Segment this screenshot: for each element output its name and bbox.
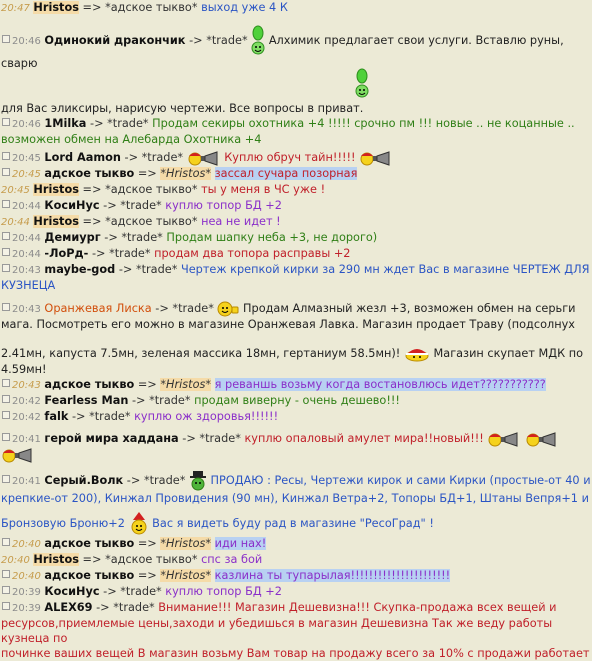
santa-smiley-icon — [404, 346, 430, 362]
timestamp: 20:47 — [1, 3, 30, 14]
message-icon[interactable] — [2, 35, 10, 43]
message-text-cont: крепкие-от 200), Кинжал Провидения (90 мн), Кинжал Ветра+2, Топоры БД+1, Штаны Вепря+1 и — [1, 492, 589, 505]
chat-message: 20:47 Hristos => *адское тыкво* выход уже 4 К — [1, 1, 288, 14]
message-text-cont: 2.41мн, капуста 7.5мн, зеленая массика 18мн, гертаниум 58.5мн)! — [1, 347, 401, 360]
message-icon[interactable] — [2, 152, 10, 160]
chat-message: 20:46 1Milka -> *trade* Продам секиры охотника +4 !!!!! срочно пм !!! новые .. не коцанные .. возможен обмен на Алебарда Охотника +4 — [1, 116, 592, 147]
target[interactable]: *trade* — [199, 432, 241, 445]
target[interactable]: *адское тыкво* — [105, 1, 198, 14]
nick[interactable]: Hristos — [33, 183, 79, 196]
chat-message: 20:44 КосиНус -> *trade* куплю топор БД +2 — [1, 198, 592, 214]
chat-message: 20:45 Hristos => *адское тыкво* ты у меня в ЧС уже ! — [1, 183, 326, 196]
message-icon[interactable] — [2, 118, 10, 126]
message-text-cont: 4.59мн! — [1, 363, 47, 376]
nick[interactable]: maybe-god — [44, 263, 116, 276]
message-icon[interactable] — [2, 200, 10, 208]
message-text: куплю топор БД +2 — [165, 585, 282, 598]
nick[interactable]: адское тыкво — [44, 378, 135, 391]
nick[interactable]: адское тыкво — [44, 537, 135, 550]
message-icon[interactable] — [2, 433, 10, 441]
message-text-cont: Бронзовую Броню+2 — [1, 517, 125, 530]
nick[interactable]: Hristos — [33, 553, 79, 566]
chat-message: 20:43 maybe-god -> *trade* Чертеж крепкой кирки за 290 мн ждет Вас в магазине ЧЕРТЕЖ ДЛЯ КУЗНЕЦА — [1, 262, 592, 293]
message-text: продам виверну - очень дешево!!! — [194, 394, 400, 407]
chat-message: 20:39 ALEX69 -> *trade* Внимание!!! Магазин Дешевизна!!! Скупка-продажа всех вещей и ресурсов,приемлемые цены,заходи и убедишься в магазин Дешевизна Так же веду работы кузнеца по починке ваших вещей В магазин возьму Вам товар на продажу всего за 10% с продажи работает — [1, 600, 592, 661]
target[interactable]: *адское тыкво* — [105, 183, 198, 196]
nick[interactable]: адское тыкво — [44, 167, 135, 180]
message-icon[interactable] — [2, 586, 10, 594]
alchemist-smiley-icon — [355, 69, 369, 99]
message-text: Внимание!!! Магазин Дешевизна!!! Скупка-продажа всех вещей и — [158, 601, 557, 614]
target[interactable]: *trade* — [107, 117, 149, 130]
message-icon[interactable] — [2, 411, 10, 419]
message-icon[interactable] — [2, 264, 10, 272]
target[interactable]: *trade* — [143, 474, 186, 487]
message-text: неа не идет ! — [201, 215, 281, 228]
message-text: Куплю обруч тайн!!!!! — [224, 151, 356, 164]
target[interactable]: *trade* — [121, 231, 163, 244]
chat-message: 20:45 Lord Aamon -> *trade* Куплю обруч тайн!!!!! — [1, 150, 592, 166]
timestamp: 20:46 — [12, 36, 41, 47]
target[interactable]: *trade* — [206, 34, 248, 47]
megaphone-smiley-icon — [187, 150, 221, 166]
message-text-cont: починке ваших вещей В магазин возьму Вам товар на продажу всего за 10% с продажи работает — [1, 647, 590, 660]
nick[interactable]: Оранжевая Лиска — [44, 302, 152, 315]
nick[interactable]: герой мира хаддана — [44, 432, 179, 445]
message-text: Алхимик предлагает свои услуги. Вставлю руны, сварю — [1, 34, 564, 70]
chat-message: 20:42 Fearless Man -> *trade* продам виверну - очень дешево!!! — [1, 393, 592, 409]
message-text: ПРОДАЮ : Ресы, Чертежи кирок и сами Кирки (простые-от 40 и — [210, 474, 591, 487]
jester-smiley-icon — [129, 512, 149, 536]
nick[interactable]: адское тыкво — [44, 569, 135, 582]
chat-message: 20:40 Hristos => *адское тыкво* спс за бой — [1, 553, 263, 566]
chat-message: 20:43 адское тыкво => *Hristos* я реваншь возьму когда востановлюсь идет??????????? — [1, 377, 592, 393]
message-text-cont: для Вас эликсиры, нарисую чертежи. Все вопросы в приват. — [1, 102, 364, 115]
megaphone-smiley-icon — [1, 447, 35, 463]
target[interactable]: *trade* — [113, 601, 155, 614]
message-icon[interactable] — [2, 538, 10, 546]
message-text-cont: КУЗНЕЦА — [1, 279, 56, 292]
megaphone-smiley-icon — [487, 431, 521, 447]
message-text: выход уже 4 К — [201, 1, 288, 14]
chat-message: 20:40 адское тыкво => *Hristos* казлина ты тупарылая!!!!!!!!!!!!!!!!!!!!!! — [1, 568, 592, 584]
message-icon[interactable] — [2, 303, 10, 311]
message-text-cont: Вас я видеть буду рад в магазине "РесоГрад" ! — [152, 517, 434, 530]
message-text: Продам Алмазный жезл +3, возможен обмен на серьги — [243, 302, 576, 315]
chat-message: 20:44 Hristos => *адское тыкво* неа не идет ! — [1, 215, 281, 228]
target[interactable]: *trade* — [109, 247, 151, 260]
target[interactable]: *адское тыкво* — [105, 215, 198, 228]
message-text-cont: ресурсов,приемлемые цены,заходи и убедишься в магазин Дешевизна Так же веду работы кузнеца по — [1, 617, 553, 645]
chat-message: 20:44 -ЛоРд- -> *trade* продам два топора расправы +2 — [1, 246, 592, 262]
target[interactable]: *trade* — [135, 263, 178, 276]
target[interactable]: *trade* — [172, 302, 214, 315]
target[interactable]: *trade* — [149, 394, 191, 407]
message-text-cont: возможен обмен на Алебарда Охотника +4 — [1, 133, 262, 146]
nick[interactable]: ALEX69 — [44, 601, 93, 614]
chat-message: 20:40 адское тыкво => *Hristos* иди нах! — [1, 536, 592, 552]
message-text: Продам шапку неба +3, не дорого) — [166, 231, 378, 244]
message-text: ты у меня в ЧС уже ! — [201, 183, 326, 196]
target[interactable]: *trade* — [89, 410, 131, 423]
nick[interactable]: Одинокий дракончик — [44, 34, 186, 47]
megaphone-smiley-icon — [525, 431, 559, 447]
nick[interactable]: КосиНус — [44, 585, 100, 598]
message-text: иди нах! — [214, 537, 267, 550]
chat-message: 20:46 Одинокий дракончик -> *trade* Алхимик предлагает свои услуги. Вставлю руны, сварю для Вас эликсиры, нарисую чертежи. Все вопросы в приват. — [1, 26, 592, 116]
chat-message: 20:45 адское тыкво => *Hristos* зассал сучара позорная — [1, 166, 592, 182]
target[interactable]: *Hristos* — [160, 569, 212, 582]
message-icon[interactable] — [2, 602, 10, 610]
message-text: казлина ты тупарылая!!!!!!!!!!!!!!!!!!!!!! — [214, 569, 451, 582]
message-text-cont: мага. Посмотреть его можно в магазине Оранжевая Лавка. Магазин продает Траву (подсолнух — [1, 318, 575, 331]
nick[interactable]: КосиНус — [44, 199, 100, 212]
message-text: Чертеж крепкой кирки за 290 мн ждет Вас в магазине ЧЕРТЕЖ ДЛЯ — [180, 263, 590, 276]
message-text: куплю ож здоровья!!!!!! — [134, 410, 279, 423]
nick[interactable]: Lord Aamon — [44, 151, 121, 164]
message-text: Продам секиры охотника +4 !!!!! срочно пм !!! новые .. не коцанные .. — [152, 117, 575, 130]
target[interactable]: *адское тыкво* — [105, 553, 198, 566]
message-text: куплю опаловый амулет мира!!новый!!! — [244, 432, 484, 445]
chat-message: 20:44 Демиург -> *trade* Продам шапку неба +3, не дорого) — [1, 230, 592, 246]
nick[interactable]: Hristos — [33, 1, 79, 14]
target[interactable]: *trade* — [120, 585, 162, 598]
chat-message: 20:43 Оранжевая Лиска -> *trade* Продам Алмазный жезл +3, возможен обмен на серьги мага. Посмотреть его можно в магазине Оранжевая Лавка. Магазин продает Траву (подсолнух 2.41мн, капуста 7.5мн, зеленая массика 18мн, гертаниум 58.5мн)! Магазин скупает МДК по 4.59мн! — [1, 301, 592, 377]
alchemist-smiley-icon — [251, 26, 265, 56]
message-text-cont: Магазин скупает МДК по — [433, 347, 584, 360]
nick[interactable]: falk — [44, 410, 69, 423]
chat-message: 20:41 герой мира хаддана -> *trade* куплю опаловый амулет мира!!новый!!! — [1, 431, 592, 463]
target[interactable]: *trade* — [141, 151, 184, 164]
message-icon[interactable] — [2, 570, 10, 578]
message-icon[interactable] — [2, 168, 10, 176]
message-icon[interactable] — [2, 232, 10, 240]
chat-message: 20:42 falk -> *trade* куплю ож здоровья!!!!!! — [1, 409, 592, 425]
nick[interactable]: -ЛоРд- — [44, 247, 89, 260]
target[interactable]: *Hristos* — [160, 167, 212, 180]
message-icon[interactable] — [2, 395, 10, 403]
message-text: я реваншь возьму когда востановлюсь идет??????????? — [214, 378, 546, 391]
chat-message: 20:41 Серый.Волк -> *trade* ПРОДАЮ : Ресы, Чертежи кирок и сами Кирки (простые-от 40 и крепкие-от 200), Кинжал Провидения (90 мн), Кинжал Ветра+2, Топоры БД+1, Штаны Вепря+1 и Бронзовую Броню+2 Вас я видеть буду рад в магазине "РесоГрад" ! — [1, 471, 592, 536]
message-text: куплю топор БД +2 — [165, 199, 282, 212]
nick[interactable]: 1Milka — [44, 117, 87, 130]
message-text: продам два топора расправы +2 — [154, 247, 351, 260]
message-icon[interactable] — [2, 248, 10, 256]
megaphone-smiley-icon — [359, 150, 393, 166]
message-text: спс за бой — [201, 553, 263, 566]
nick[interactable]: Демиург — [44, 231, 101, 244]
message-icon[interactable] — [2, 475, 10, 483]
target[interactable]: *trade* — [120, 199, 162, 212]
target[interactable]: *Hristos* — [160, 537, 212, 550]
nick[interactable]: Fearless Man — [44, 394, 129, 407]
nick[interactable]: Серый.Волк — [44, 474, 124, 487]
chat-message: 20:39 КосиНус -> *trade* куплю топор БД +2 — [1, 584, 592, 600]
nick[interactable]: Hristos — [33, 215, 79, 228]
target[interactable]: *Hristos* — [160, 378, 212, 391]
spy-smiley-icon — [189, 471, 207, 491]
thumbs-up-smiley-icon — [217, 301, 239, 317]
message-text: зассал сучара позорная — [214, 167, 358, 180]
message-icon[interactable] — [2, 379, 10, 387]
